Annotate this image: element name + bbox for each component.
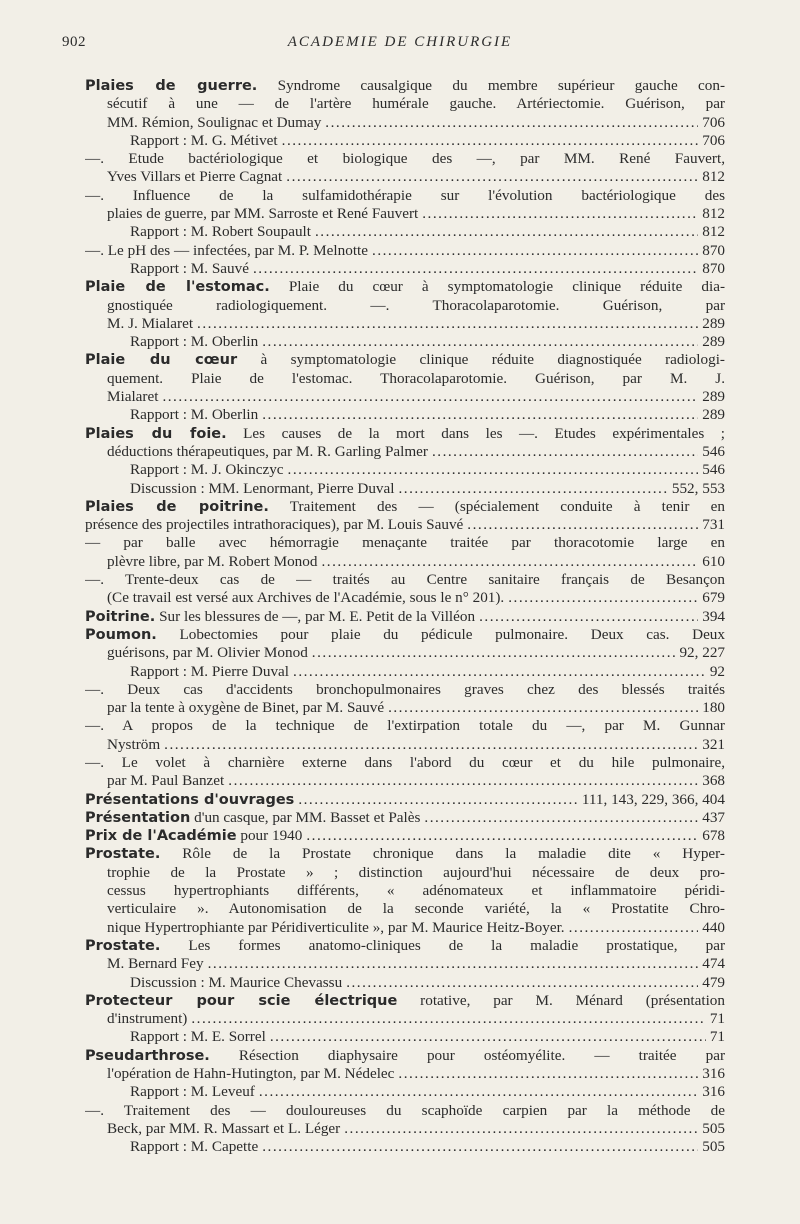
index-line: M. J. Mialaret ..... 289 bbox=[85, 315, 725, 333]
page-ref: 479 bbox=[702, 973, 725, 991]
index-line: gnostiquée radiologiquement. —. Thoracolaparotomie. Guérison, par bbox=[107, 296, 725, 314]
index-line: présence des projectiles intrathoraciques), par M. Louis Sauvé ..... 731 bbox=[85, 516, 725, 534]
index-line: par la tente à oxygène de Binet, par M. Sauvé ..... 180 bbox=[85, 699, 725, 717]
index-body bbox=[85, 77, 725, 1157]
index-line: M. Bernard Fey ..... 474 bbox=[85, 955, 725, 973]
entry-heading: Prix de l'Académie bbox=[85, 828, 237, 845]
page-ref: 731 bbox=[702, 516, 725, 534]
index-line: Rapport : M. Capette ..... 505 bbox=[85, 1138, 725, 1156]
page-ref: 289 bbox=[702, 333, 725, 351]
entry-heading: Plaie du cœur bbox=[85, 352, 238, 369]
index-line: déductions thérapeutiques, par M. R. Garling Palmer ..... 546 bbox=[85, 443, 725, 461]
index-line: Plaies de guerre. Syndrome causalgique du membre supérieur gauche con- bbox=[85, 77, 725, 94]
page-ref: 321 bbox=[702, 735, 725, 753]
running-title: ACADEMIE DE CHIRURGIE bbox=[287, 34, 513, 50]
index-line: Rapport : M. E. Sorrel ..... 71 bbox=[85, 1028, 725, 1046]
page-ref: 546 bbox=[702, 461, 725, 479]
index-line: —. Etude bactériologique et biologique des —, par MM. René Fauvert, bbox=[85, 150, 725, 168]
page-ref: 552, 553 bbox=[671, 479, 725, 497]
entry-heading: Présentations d'ouvrages bbox=[85, 791, 295, 808]
index-line: Nyström ..... 321 bbox=[85, 736, 725, 754]
index-line: l'opération de Hahn-Hutington, par M. Nédelec ..... 316 bbox=[85, 1065, 725, 1083]
page-ref: 92, 227 bbox=[679, 644, 725, 662]
index-line: guérisons, par M. Olivier Monod ..... 92, 227 bbox=[85, 644, 725, 662]
index-line: Beck, par MM. R. Massart et L. Léger ..... 505 bbox=[85, 1120, 725, 1138]
page-ref: 610 bbox=[702, 552, 725, 570]
page-ref: 316 bbox=[702, 1065, 725, 1083]
index-line: trophie de la Prostate » ; distinction aujourd'hui nécessaire de deux pro- bbox=[107, 863, 725, 881]
entry-heading: Prostate. bbox=[85, 937, 161, 954]
page-ref: 679 bbox=[702, 589, 725, 607]
index-line: Rapport : M. Pierre Duval ..... 92 bbox=[85, 663, 725, 681]
index-line: Prix de l'Académie pour 1940 ..... 678 bbox=[85, 827, 725, 845]
index-line: Prostate. Les formes anatomo-cliniques de la maladie prostatique, par bbox=[85, 936, 725, 954]
page-ref: 71 bbox=[709, 1028, 725, 1046]
page-ref: 474 bbox=[702, 955, 725, 973]
entry-heading: Présentation bbox=[85, 809, 191, 826]
index-line: sécutif à une — de l'artère humérale gauche. Artériectomie. Guérison, par bbox=[107, 95, 725, 113]
index-line: Poitrine. Sur les blessures de —, par M. E. Petit de la Villéon ..... 394 bbox=[85, 608, 725, 626]
index-line: par M. Paul Banzet ..... 368 bbox=[85, 772, 725, 790]
page-ref: 546 bbox=[702, 442, 725, 460]
index-line: —. A propos de la technique de l'extirpation totale du —, par M. Gunnar bbox=[85, 717, 725, 735]
index-line: —. Influence de la sulfamidothérapie sur l'évolution bactériologique des bbox=[85, 186, 725, 204]
page-ref: 505 bbox=[702, 1119, 725, 1137]
entry-heading: Protecteur pour scie électrique bbox=[85, 992, 398, 1009]
entry-heading: Plaie de l'estomac. bbox=[85, 279, 270, 296]
page-ref: 870 bbox=[702, 241, 725, 259]
page-ref: 289 bbox=[702, 406, 725, 424]
index-line: plaies de guerre, par MM. Sarroste et René Fauvert ..... 812 bbox=[85, 205, 725, 223]
page-ref: 870 bbox=[702, 259, 725, 277]
entry-heading: Plaies du foie. bbox=[85, 425, 227, 442]
index-line: Plaie du cœur à symptomatologie clinique réduite diagnostiquée radiologi- bbox=[85, 351, 725, 369]
index-line: Plaie de l'estomac. Plaie du cœur à symptomatologie clinique réduite dia- bbox=[85, 278, 725, 296]
page-ref: 71 bbox=[709, 1010, 725, 1028]
index-line: — par balle avec hémorragie menaçante traitée par thoracotomie large en bbox=[85, 534, 725, 552]
page-header bbox=[0, 34, 800, 56]
index-line: Discussion : MM. Lenormant, Pierre Duval ..... 552, 553 bbox=[85, 480, 725, 498]
index-line: —. Le volet à charnière externe dans l'abord du cœur et du hile pulmonaire, bbox=[85, 753, 725, 771]
index-line: Rapport : M. G. Métivet ..... 706 bbox=[85, 132, 725, 150]
index-line: Prostate. Rôle de la Prostate chronique dans la maladie dite « Hyper- bbox=[85, 845, 725, 863]
page-ref: 678 bbox=[702, 827, 725, 845]
index-line: (Ce travail est versé aux Archives de l'Académie, sous le n° 201). ..... 679 bbox=[85, 589, 725, 607]
entry-heading: Poumon. bbox=[85, 626, 157, 643]
index-line: plèvre libre, par M. Robert Monod ..... 610 bbox=[85, 553, 725, 571]
index-line bbox=[85, 791, 725, 809]
index-line: Rapport : M. J. Okinczyc ..... 546 bbox=[85, 461, 725, 479]
index-line: verticulaire ». Autonomisation de la seconde variété, la « Prostatite Chro- bbox=[107, 900, 725, 918]
index-line: Rapport : M. Oberlin ..... 289 bbox=[85, 333, 725, 351]
index-line: Rapport : M. Robert Soupault ..... 812 bbox=[85, 223, 725, 241]
index-line: Rapport : M. Oberlin ..... 289 bbox=[85, 406, 725, 424]
index-line: Pseudarthrose. Résection diaphysaire pour ostéomyélite. — traitée par bbox=[85, 1046, 725, 1064]
entry-heading: Pseudarthrose. bbox=[85, 1047, 210, 1064]
index-line: Discussion : M. Maurice Chevassu ..... 479 bbox=[85, 974, 725, 992]
index-line: Protecteur pour scie électrique rotative, par M. Ménard (présentation bbox=[85, 991, 725, 1009]
index-line: Plaies du foie. Les causes de la mort dans les —. Etudes expérimentales ; bbox=[85, 424, 725, 442]
page-ref: 812 bbox=[702, 168, 725, 186]
index-line: quement. Plaie de l'estomac. Thoracolaparotomie. Guérison, par M. J. bbox=[107, 369, 725, 387]
index-line: —. Le pH des — infectées, par M. P. Melnotte ..... 870 bbox=[85, 242, 725, 260]
page-ref: 706 bbox=[702, 113, 725, 131]
page-ref: 812 bbox=[702, 223, 725, 241]
index-line: Yves Villars et Pierre Cagnat ..... 812 bbox=[85, 168, 725, 186]
page-ref: 289 bbox=[702, 314, 725, 332]
index-line: Mialaret ..... 289 bbox=[85, 388, 725, 406]
index-line: —. Trente-deux cas de — traités au Centre sanitaire français de Besançon bbox=[85, 571, 725, 589]
page-ref: 505 bbox=[702, 1138, 725, 1156]
page-ref: 180 bbox=[702, 699, 725, 717]
index-line: Présentation d'un casque, par MM. Basset et Palès ..... 437 bbox=[85, 809, 725, 827]
index-line: —. Deux cas d'accidents bronchopulmonaires graves chez des blessés traités bbox=[85, 680, 725, 698]
page-ref: 289 bbox=[702, 388, 725, 406]
index-line: MM. Rémion, Soulignac et Dumay ..... 706 bbox=[85, 114, 725, 132]
index-line: Rapport : M. Leveuf ..... 316 bbox=[85, 1083, 725, 1101]
page-number: 902 bbox=[62, 34, 86, 50]
entry-heading: Prostate. bbox=[85, 846, 161, 863]
page-ref: 92 bbox=[709, 662, 725, 680]
page-ref: 394 bbox=[702, 607, 725, 625]
page-ref: 316 bbox=[702, 1083, 725, 1101]
page-ref: 440 bbox=[702, 918, 725, 936]
entry-heading: Poitrine. bbox=[85, 608, 156, 625]
index-line: nique Hypertrophiante par Péridiverticulite », par M. Maurice Heitz-Boyer. ..... 440 bbox=[85, 919, 725, 937]
index-line: Rapport : M. Sauvé ..... 870 bbox=[85, 260, 725, 278]
index-line: —. Traitement des — douloureuses du scaphoïde carpien par la méthode de bbox=[85, 1101, 725, 1119]
index-line: Plaies de poitrine. Traitement des — (spécialement conduite à tenir en bbox=[85, 497, 725, 515]
page-ref: 812 bbox=[702, 205, 725, 223]
entry-heading: Plaies de poitrine. bbox=[85, 498, 269, 515]
page-ref: 368 bbox=[702, 772, 725, 790]
entry-heading: Plaies de guerre. bbox=[85, 78, 258, 94]
page-ref: 111, 143, 229, 366, 404 bbox=[581, 790, 725, 808]
page-ref: 706 bbox=[702, 131, 725, 149]
index-line: Poumon. Lobectomies pour plaie du pédicule pulmonaire. Deux cas. Deux bbox=[85, 625, 725, 643]
index-line: cessus hypertrophiants différents, « adénomateux et inflammatoire péridi- bbox=[107, 882, 725, 900]
page-ref: 437 bbox=[702, 808, 725, 826]
index-line: d'instrument) ..... 71 bbox=[85, 1010, 725, 1028]
